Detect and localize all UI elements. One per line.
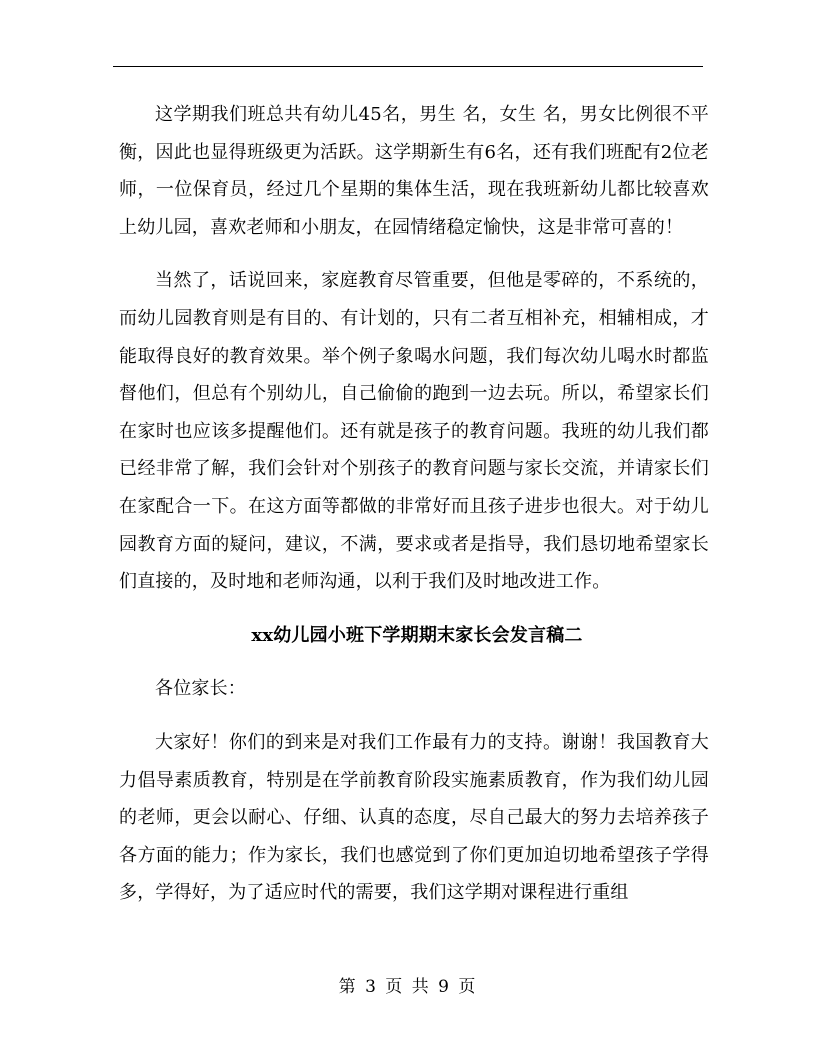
salutation: 各位家长：: [155, 678, 246, 700]
paragraph-gap: [119, 601, 709, 617]
paragraph-home-education: 当然了，话说回来，家庭教育尽管重要，但他是零碎的，不系统的，而幼儿园教育则是有目的、有计划的，只有二者互相补充，相辅相成，才能取得良好的教育效果。举个例子象喝水问题，我们每次幼儿喝水时都监督他们，但总有个别幼儿，自己偷偷的跑到一边去玩。所以，希望家长们在家时也应该多提醒他们。还有就是孩子的教育问题。我班的幼儿我们都已经非常了解，我们会针对个别孩子的教育问题与家长交流，并请家长们在家配合一下。在这方面等都做的非常好而且孩子进步也很大。对于幼儿园教育方面的疑问，建议，不满，要求或者是指导，我们恳切地希望家长们直接的，及时地和老师沟通，以利于我们及时地改进工作。: [119, 270, 709, 593]
section-heading: xx幼儿园小班下学期期末家长会发言稿二: [251, 624, 583, 646]
paragraph-class-overview: 这学期我们班总共有幼儿45名，男生 名，女生 名，男女比例很不平衡，因此也显得班级更为活跃。这学期新生有6名，还有我们班配有2位老师，一位保育员，经过几个星期的集体生活，现在我班新幼儿都比较喜欢上幼儿园，喜欢老师和小朋友，在园情绪稳定愉快，这是非常可喜的！: [119, 104, 709, 238]
paragraph-gap: [119, 246, 709, 262]
page-number-footer: 第 3 页 共 9 页: [338, 977, 478, 997]
document-body: [119, 96, 709, 912]
paragraph-gap: [119, 708, 709, 724]
header-rule: [113, 66, 703, 67]
paragraph-gap: [119, 654, 709, 670]
paragraph-welcome: 大家好！你们的到来是对我们工作最有力的支持。谢谢！我国教育大力倡导素质教育，特别是在学前教育阶段实施素质教育，作为我们幼儿园的老师，更会以耐心、仔细、认真的态度，尽自己最大的努力去培养孩子各方面的能力；作为家长，我们也感觉到了你们更加迫切地希望孩子学得多，学得好，为了适应时代的需要，我们这学期对课程进行重组: [119, 731, 709, 904]
